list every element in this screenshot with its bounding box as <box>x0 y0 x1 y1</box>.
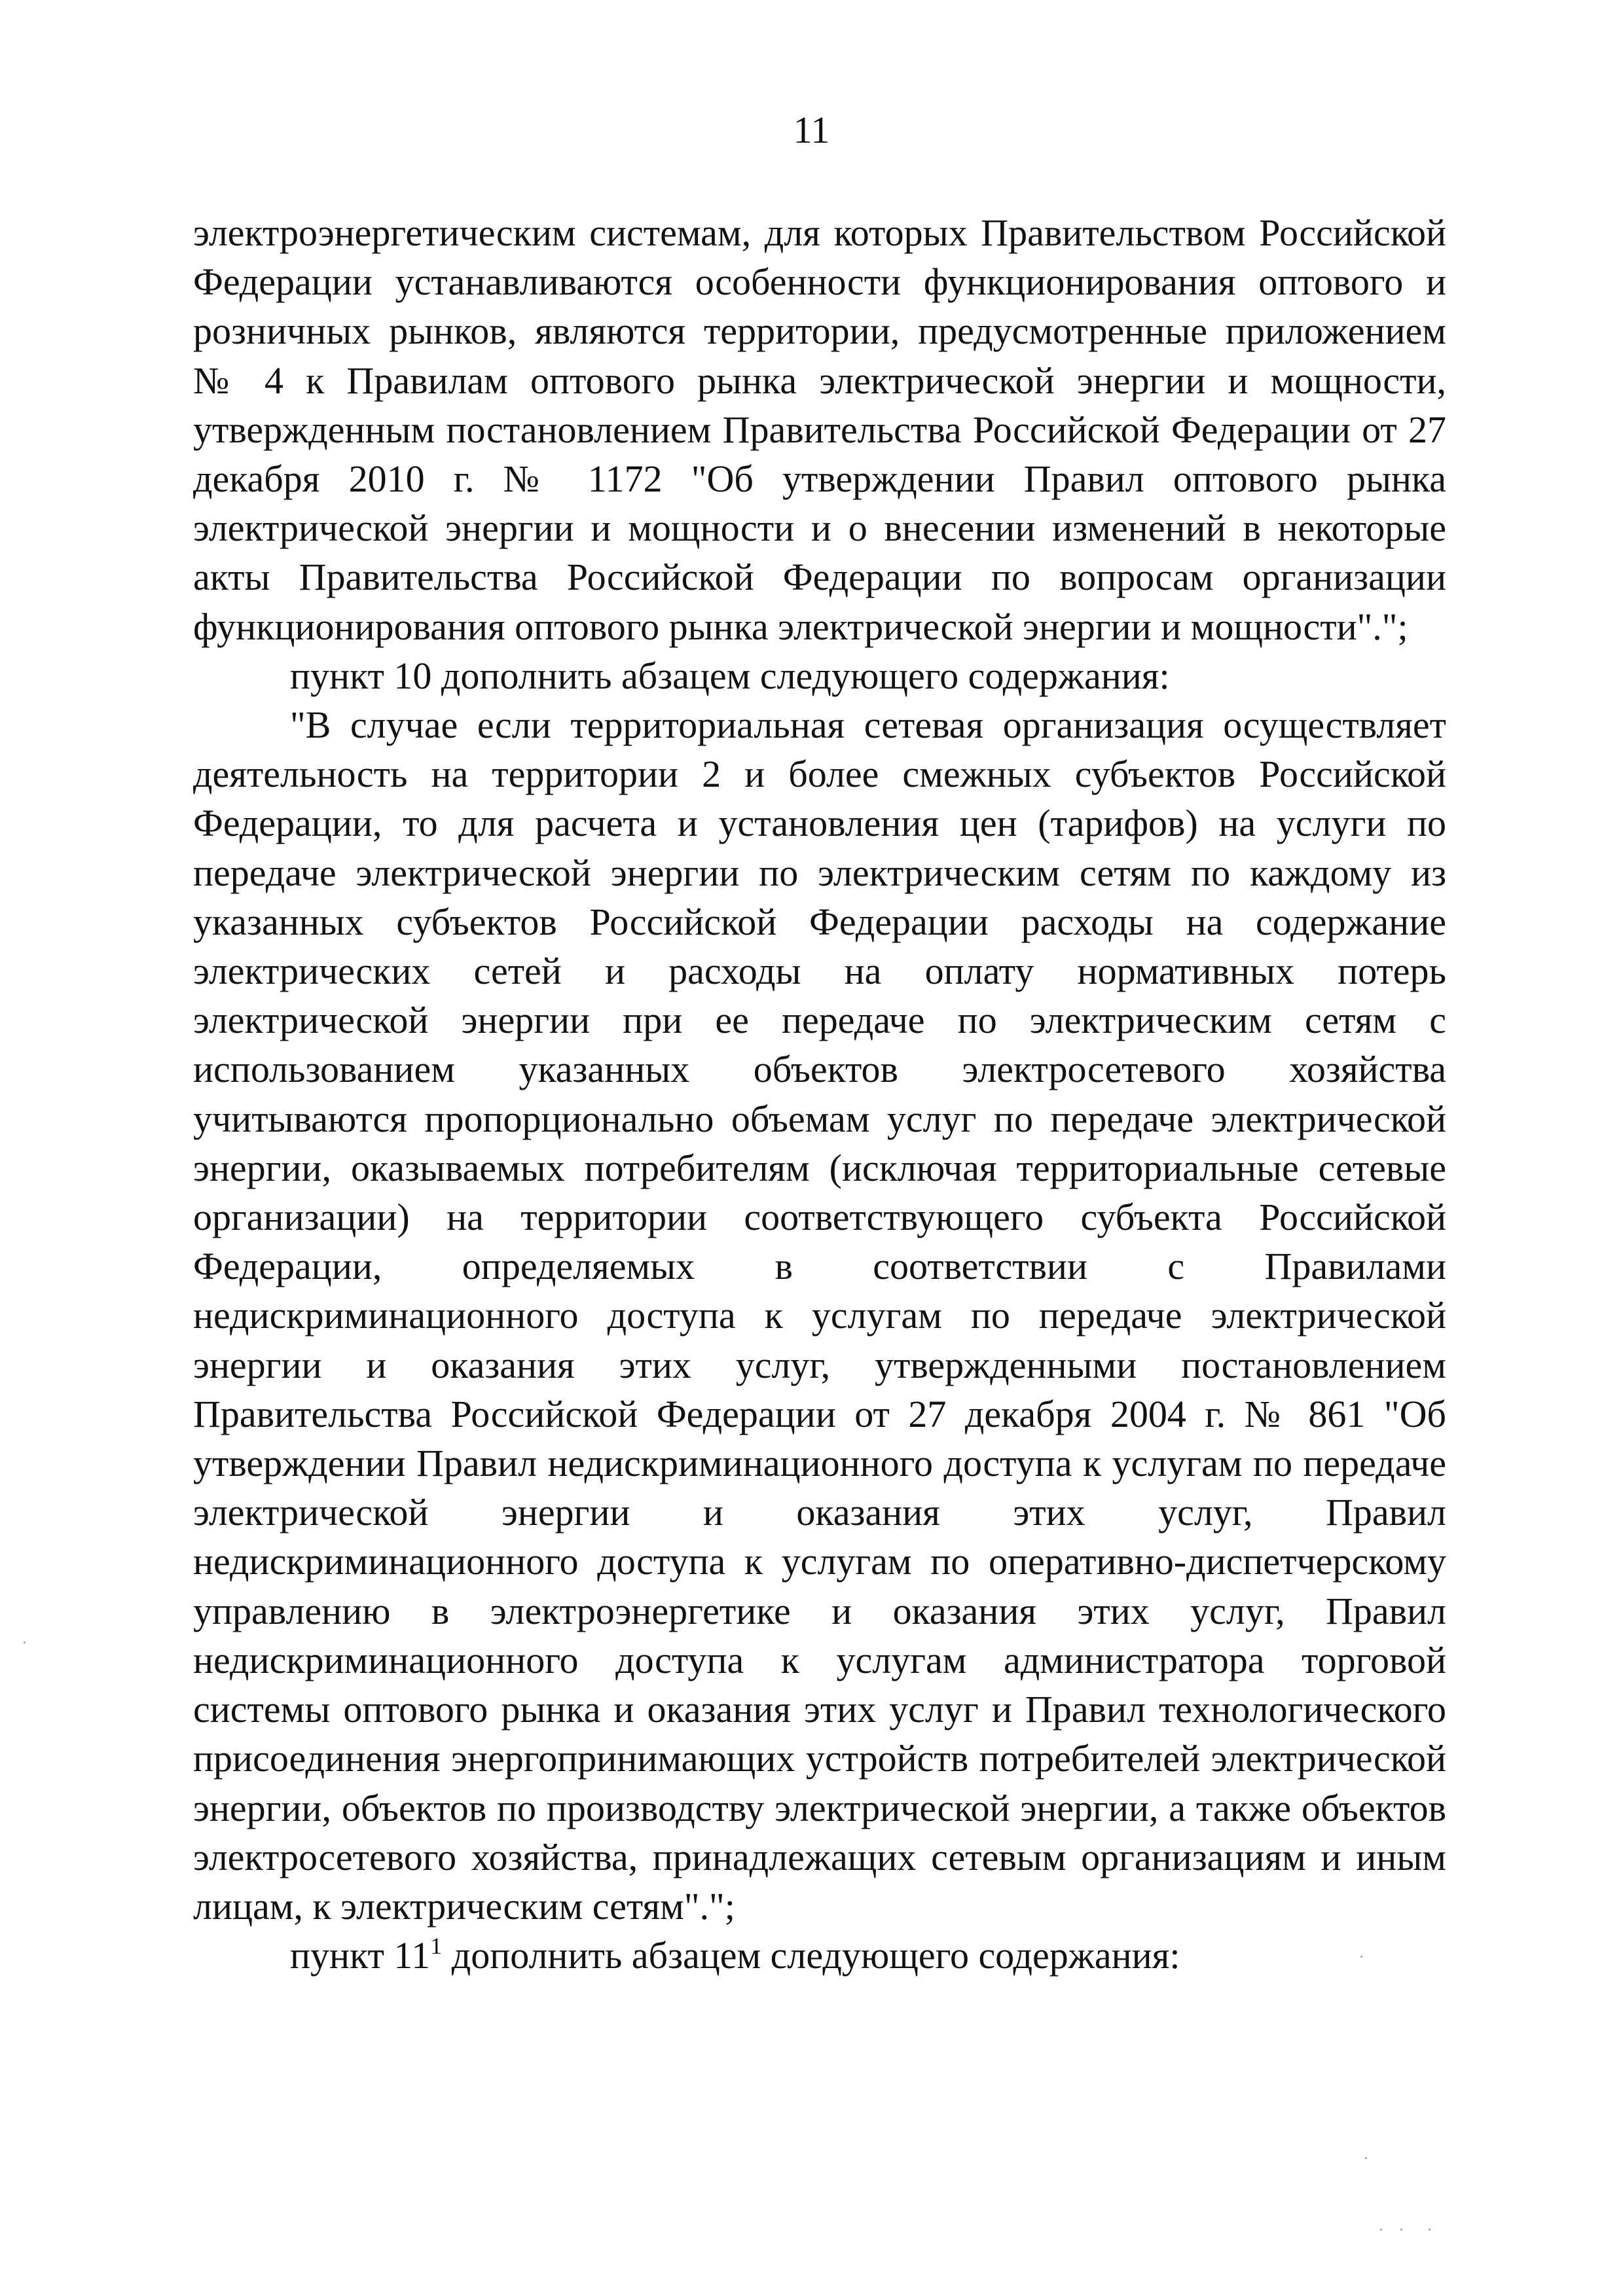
scan-speck <box>1360 1956 1362 1958</box>
scan-speck <box>24 1641 26 1643</box>
paragraph-amendment-point-11-1 <box>193 1931 1446 1980</box>
scan-speck <box>1380 2229 1382 2231</box>
document-body <box>193 208 1446 1980</box>
paragraph-continuation: электроэнергетическим системам, для которых Правительством Российской Федерации устанавливаются особенности функционирования оптового и розничных рынков, являются территории, предусмотренные приложением № 4 к Правилам оптового рынка электрической энергии и мощности, утвержденным постановлением Правительства Российской Федерации от 27 декабря 2010 г. № 1172 "Об утверждении Правил оптового рынка электрической энергии и мощности и о внесении изменений в некоторые акты Правительства Российской Федерации по вопросам организации функционирования оптового рынка электрической энергии и мощности"."; <box>193 211 1446 648</box>
paragraph-quoted-text: "В случае если территориальная сетевая организация осуществляет деятельность на территории 2 и более смежных субъектов Российской Федерации, то для расчета и установления цен (тарифов) на услуги по передаче электрической энергии по электрическим сетям по каждому из указанных субъектов Российской Федерации расходы на содержание электрических сетей и расходы на оплату нормативных потерь электрической энергии при ее передаче по электрическим сетям с использованием указанных объектов электросетевого хозяйства учитываются пропорционально объемам услуг по передаче электрической энергии, оказываемых потребителям (исключая территориальные сетевые организации) на территории соответствующего субъекта Российской Федерации, определяемых в соответствии с Правилами недискриминационного доступа к услугам по передаче электрической энергии и оказания этих услуг, утвержденными постановлением Правительства Российской Федерации от 27 декабря 2004 г. № 861 "Об утверждении Правил недискриминационного доступа к услугам по передаче электрической энергии и оказания этих услуг, Правил недискриминационного доступа к услугам по оперативно-диспетчерскому управлению в электроэнергетике и оказания этих услуг, Правил недискриминационного доступа к услугам администратора торговой системы оптового рынка и оказания этих услуг и Правил технологического присоединения энергопринимающих устройств потребителей электрической энергии, объектов по производству электрической энергии, а также объектов электросетевого хозяйства, принадлежащих сетевым организациям и иным лицам, к электрическим сетям"."; <box>193 704 1446 1928</box>
scan-speck <box>1400 2229 1402 2231</box>
paragraph-amendment-point-10: пункт 10 дополнить абзацем следующего содержания: <box>290 654 1170 697</box>
point-superscript: 1 <box>430 1933 443 1960</box>
scan-speck <box>1429 2229 1431 2231</box>
page-number: 11 <box>793 109 830 151</box>
point-text: дополнить абзацем следующего содержания: <box>442 1934 1180 1977</box>
point-label: пункт 11 <box>290 1934 431 1977</box>
scan-speck <box>1365 2157 1367 2159</box>
